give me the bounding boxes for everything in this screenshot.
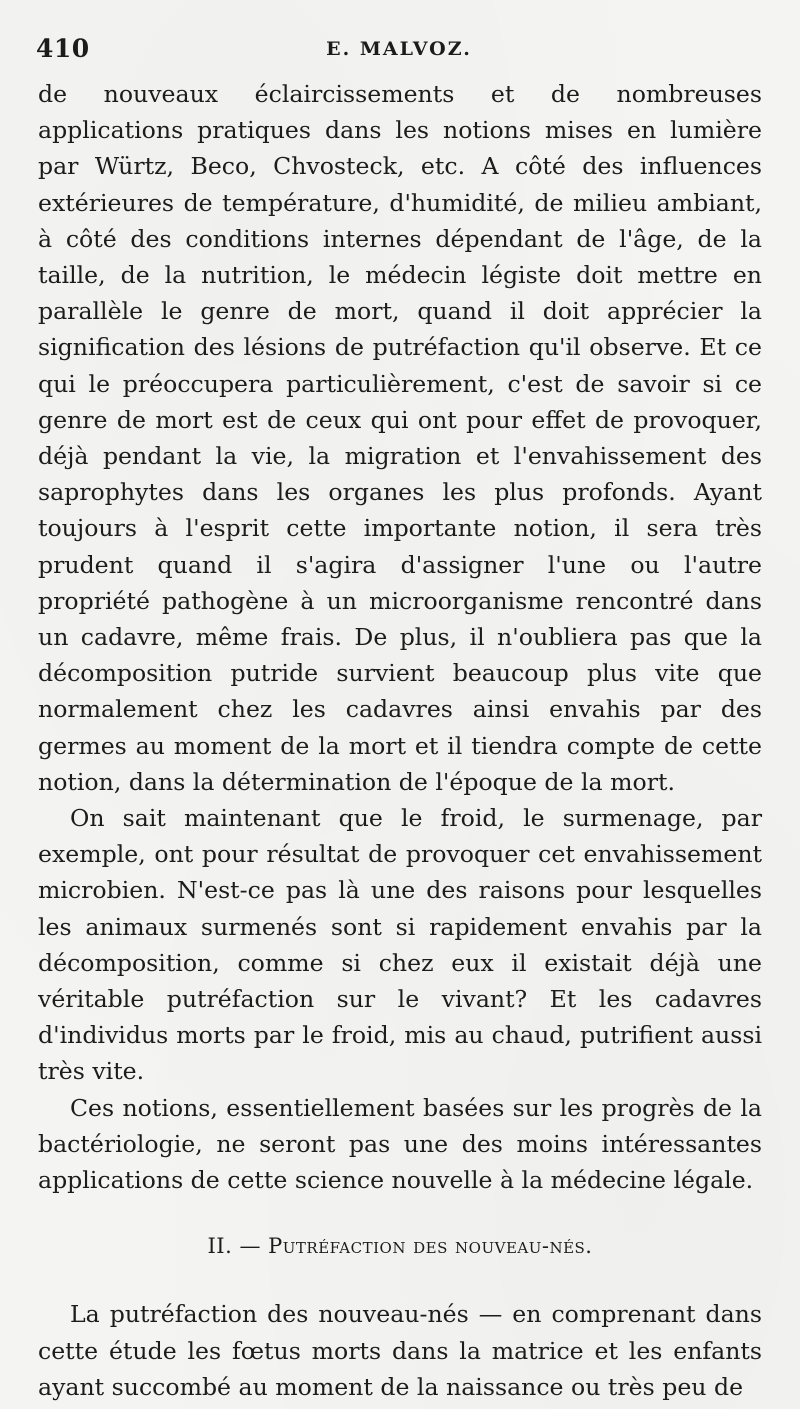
section-dash: —	[239, 1234, 261, 1259]
paragraph: Ces notions, essentiellement basées sur les progrès de la bactériologie, ne seront pas une des moins intéressantes applications de cette science nouvelle à la médecine légale.	[38, 1093, 762, 1195]
section-number: II.	[207, 1234, 233, 1259]
section-heading	[38, 1234, 762, 1258]
paragraph: On sait maintenant que le froid, le surmenage, par exemple, ont pour résultat de provoquer cet envahissement microbien. N'est-ce pas là une des raisons pour lesquelles les animaux surmenés sont si rapidement envahis par la décomposition, comme si chez eux il existait déjà une véritable putréfaction sur le vivant? Et les cadavres d'individus morts par le froid, mis au chaud, putrifient aussi très vite.	[38, 804, 762, 1086]
running-head: E. MALVOZ.	[326, 38, 472, 60]
paragraph-continued: de nouveaux éclaircissements et de nombreuses applications pratiques dans les notions mises en lumière par Würtz, Beco, Chvosteck, etc. A côté des influences extérieures de température, d'humidité, de milieu ambiant, à côté des conditions internes dépendant de l'âge, de la taille, de la nutrition, le médecin légiste doit mettre en parallèle le genre de mort, quand il doit apprécier la signification des lésions de putréfaction qu'il observe. Et ce qui le préoccupera particulièrement, c'est de savoir si ce genre de mort est de ceux qui ont pour effet de provoquer, déjà pendant la vie, la migration et l'envahissement des saprophytes dans les organes les plus profonds. Ayant toujours à l'esprit cette importante notion, il sera très prudent quand il s'agira d'assigner l'une ou l'autre propriété pathogène à un microorganisme rencontré dans un cadavre, même frais. De plus, il n'oubliera pas que la décomposition putride survient beaucoup plus vite que normalement chez les cadavres ainsi envahis par des germes au moment de la mort et il tiendra compte de cette notion, dans la détermination de l'époque de la mort.	[38, 80, 762, 796]
body-text	[38, 76, 762, 1405]
page-number: 410	[36, 34, 90, 63]
section-title: Putréfaction des nouveau-nés.	[268, 1234, 593, 1259]
page-header	[36, 34, 762, 64]
paragraph: La putréfaction des nouveau-nés — en comprenant dans cette étude les fœtus morts dans la matrice et les enfants ayant succombé au moment de la naissance ou très peu de	[38, 1300, 762, 1401]
